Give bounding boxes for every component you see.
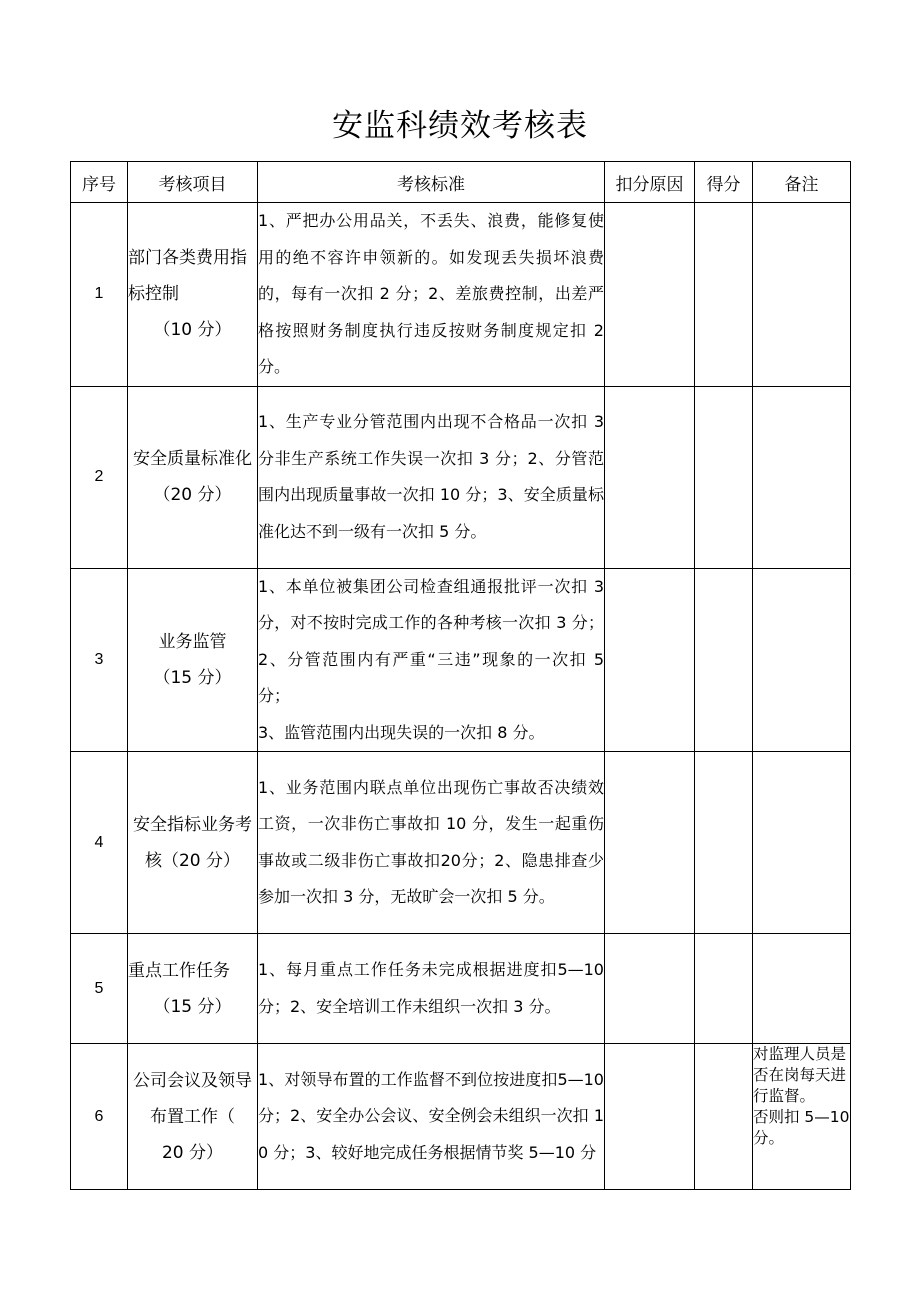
row-note [753,752,851,934]
table-row [71,203,851,387]
header-reason: 扣分原因 [605,162,695,203]
header-standard: 考核标准 [258,162,605,203]
table-row [71,386,851,568]
row-item-name: 业务监管 [158,631,227,652]
header-note: 备注 [753,162,851,203]
table-row [71,568,851,752]
row-item-points: （15 分） [153,996,232,1017]
header-score: 得分 [695,162,753,203]
row-note [753,568,851,752]
row-reason-cell[interactable] [605,203,695,387]
row-item [128,386,258,568]
row-item [128,934,258,1044]
row-reason-cell[interactable] [605,1044,695,1190]
row-score-cell[interactable] [695,752,753,934]
row-item-points: 20 分） [161,1142,224,1163]
row-seq: 3 [71,568,128,752]
row-note: 对监理人员是否在岗每天进行监督。 否则扣 5—10 分。 [753,1044,851,1190]
header-item: 考核项目 [128,162,258,203]
table-row [71,934,851,1044]
row-item-points: （10 分） [153,320,232,341]
header-row [71,162,851,203]
row-score-cell[interactable] [695,934,753,1044]
row-standard: 1、严把办公用品关，不丢失、浪费，能修复使用的绝不容许申领新的。如发现丢失损坏浪费的，每有一次扣 2 分；2、差旅费控制，出差严格按照财务制度执行违反按财务制度规定扣 2 分。 [258,203,605,387]
row-seq: 2 [71,386,128,568]
row-standard: 1、对领导布置的工作监督不到位按进度扣5—10 分；2、安全办公会议、安全例会未组织一次扣 10 分；3、较好地完成任务根据情节奖 5—10 分 [258,1044,605,1190]
table-row [71,1044,851,1190]
row-standard: 1、生产专业分管范围内出现不合格品一次扣 3 分非生产系统工作失误一次扣 3 分；2、分管范围内出现质量事故一次扣 10 分；3、安全质量标准化达不到一级有一次扣 5 分。 [258,386,605,568]
row-standard: 1、每月重点工作任务未完成根据进度扣5—10 分；2、安全培训工作未组织一次扣 3 分。 [258,934,605,1044]
row-note [753,203,851,387]
row-seq: 6 [71,1044,128,1190]
row-note [753,386,851,568]
row-reason-cell[interactable] [605,568,695,752]
table-row [71,752,851,934]
row-item-name: 重点工作任务 [128,960,230,981]
row-seq: 5 [71,934,128,1044]
row-score-cell[interactable] [695,1044,753,1190]
row-item-points: （15 分） [153,667,232,688]
row-standard: 1、本单位被集团公司检查组通报批评一次扣 3 分，对不按时完成工作的各种考核一次扣 3 分；2、分管范围内有严重“三违”现象的一次扣 5 分； 3、监管范围内出现失误的一次扣 8 分。 [258,568,605,752]
page-title: 安监科绩效考核表 [332,108,588,144]
row-item-name: 公司会议及领导布置工作（ [133,1070,252,1127]
row-seq: 1 [71,203,128,387]
row-score-cell[interactable] [695,568,753,752]
row-item [128,203,258,387]
row-score-cell[interactable] [695,386,753,568]
assessment-table [70,161,851,1190]
row-item-name: 安全质量标准化（20 分） [133,449,252,505]
row-item-name: 部门各类费用指标控制 [128,248,247,305]
row-item [128,568,258,752]
row-reason-cell[interactable] [605,752,695,934]
row-item [128,752,258,934]
row-reason-cell[interactable] [605,386,695,568]
row-score-cell[interactable] [695,203,753,387]
row-seq: 4 [71,752,128,934]
row-note [753,934,851,1044]
row-item-name: 安全指标业务考核（20 分） [133,814,252,871]
row-standard: 1、业务范围内联点单位出现伤亡事故否决绩效工资，一次非伤亡事故扣 10 分，发生一起重伤事故或二级非伤亡事故扣20分；2、隐患排查少参加一次扣 3 分，无故旷会一次扣 5 分。 [258,752,605,934]
header-seq: 序号 [71,162,128,203]
row-item [128,1044,258,1190]
row-reason-cell[interactable] [605,934,695,1044]
